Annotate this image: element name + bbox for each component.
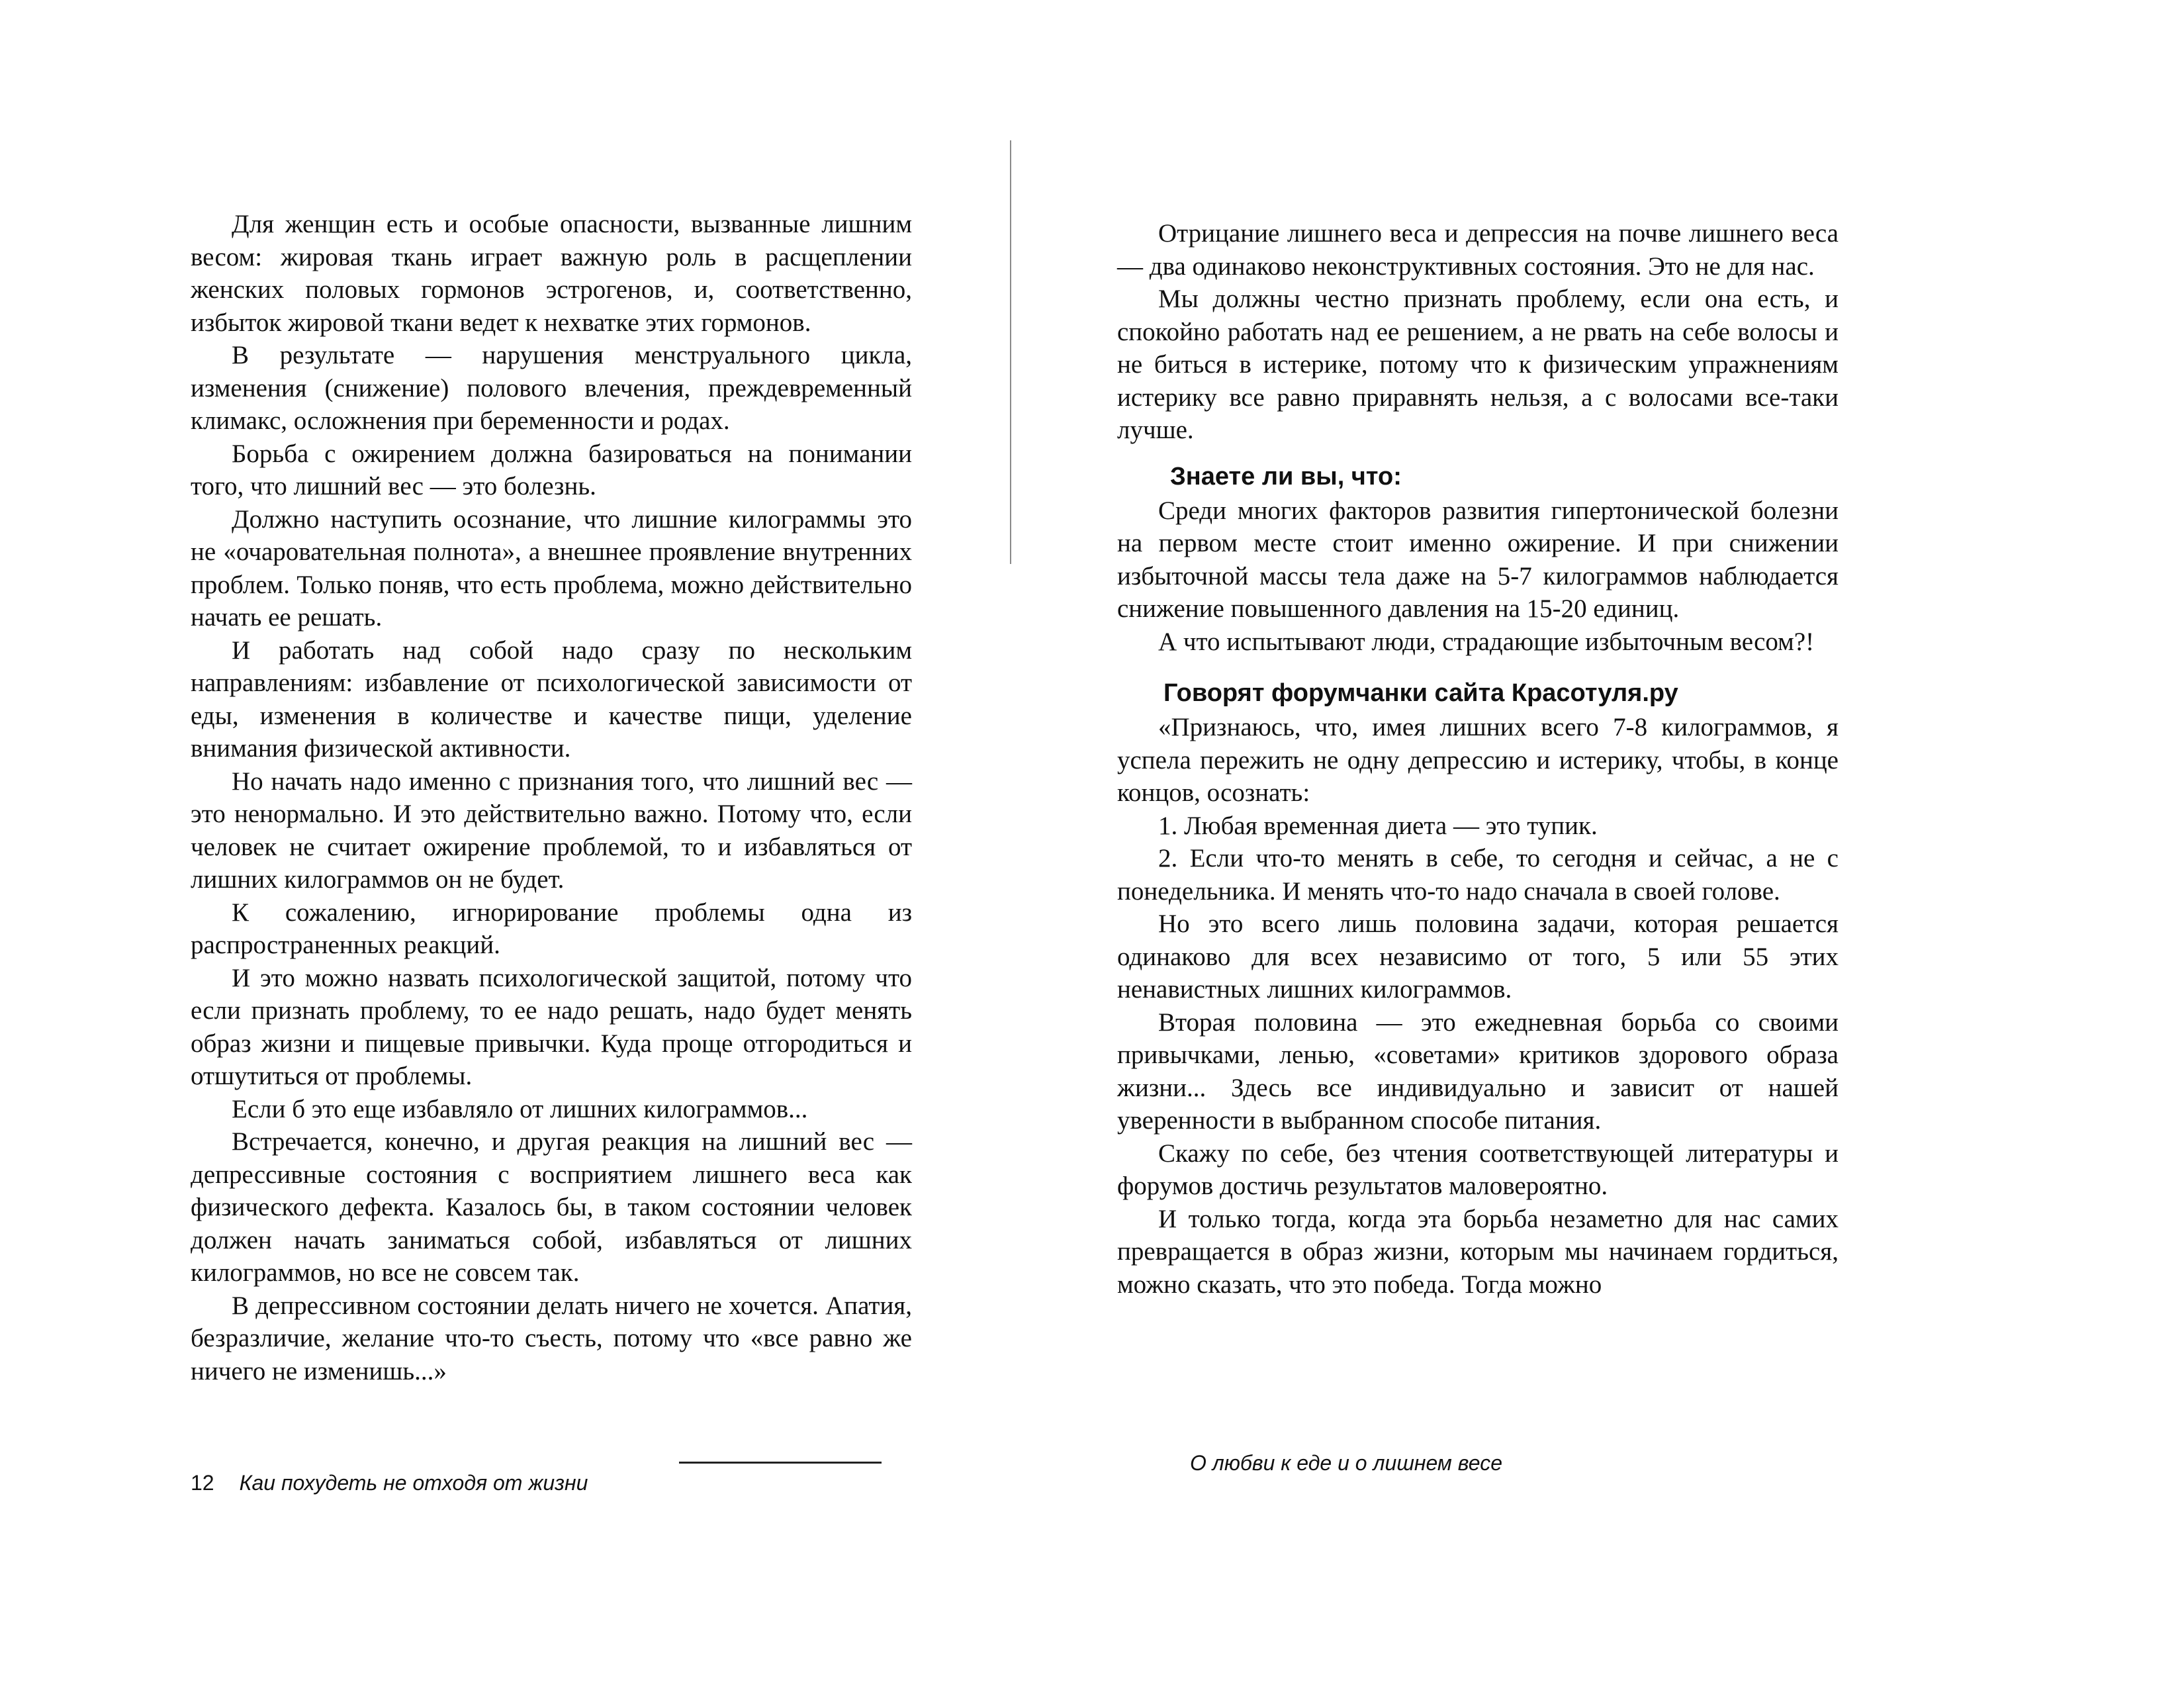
paragraph: И только тогда, когда эта борьба незаметно для нас самих превращается в образ жизни, которым мы начинаем гордиться, можно сказать, что это победа. Тогда можно	[1117, 1204, 1839, 1299]
left-page-body	[191, 208, 912, 1387]
paragraph: И работать над собой надо сразу по нескольким направлениям: избавление от психологической зависимости от еды, изменения в количестве и качестве пищи, уделение внимания физической активности.	[191, 635, 912, 763]
paragraph: В результате — нарушения менструального цикла, изменения (снижение) полового влечения, преждевременный климакс, осложнения при беременности и родах.	[191, 341, 912, 435]
forum-heading: Говорят форумчанки сайта Красотуля.ру	[1163, 679, 1678, 707]
paragraph: Среди многих факторов развития гипертонической болезни на первом месте стоит именно ожирение. И при снижении избыточной массы тела даже на 5-7 килограммов наблюдается снижение повышенного давления на 15-20 единиц.	[1117, 496, 1839, 623]
left-page-footer	[191, 1470, 588, 1496]
paragraph: Борьба с ожирением должна базироваться на понимании того, что лишний вес — это болезнь.	[191, 439, 912, 500]
paragraph: Если б это еще избавляло от лишних килограммов...	[232, 1094, 808, 1123]
right-page-footer	[1190, 1450, 1502, 1476]
running-title: Каи похудеть не отходя от жизни	[239, 1471, 588, 1495]
paragraph: «Признаюсь, что, имея лишних всего 7-8 килограммов, я успела пережить не одну депрессию и истерику, чтобы, в конце концов, осознать:	[1117, 713, 1839, 807]
paragraph: А что испытывают люди, страдающие избыточным весом?!	[1158, 627, 1815, 656]
paragraph: Скажу по себе, без чтения соответствующей литературы и форумов достичь результатов маловероятно.	[1117, 1139, 1839, 1200]
paragraph: Но начать надо именно с признания того, что лишний вес — это ненормально. И это действительно важно. Потому что, если человек не считает ожирение проблемой, то и избавляться от лишних килограммов он не будет.	[191, 767, 912, 894]
paragraph: И это можно назвать психологической защитой, потому что если признать проблему, то ее надо решать, надо будет менять образ жизни и пищевые привычки. Куда проще отгородиться и отшутиться от проблемы.	[191, 963, 912, 1090]
gutter-divider	[1010, 140, 1011, 564]
list-item: 2. Если что-то менять в себе, то сегодня и сейчас, а не с понедельника. И менять что-то надо сначала в своей голове.	[1117, 844, 1839, 906]
bottom-rule	[679, 1462, 882, 1464]
right-page-body	[1117, 217, 1839, 1301]
paragraph: К сожалению, игнорирование проблемы одна из распространенных реакций.	[191, 898, 912, 959]
paragraph: Мы должны честно признать проблему, если она есть, и спокойно работать над ее решением, а не рвать на себе волосы и не биться в истерике, потому что к физическим упражнениям истерику все равно приравнять нельзя, а с волосами все-таки лучше.	[1117, 285, 1839, 444]
page-number: 12	[191, 1471, 214, 1495]
paragraph: В депрессивном состоянии делать ничего не хочется. Апатия, безразличие, желание что-то съесть, потому что «все равно же ничего не изменишь...»	[191, 1291, 912, 1385]
paragraph: Отрицание лишнего веса и депрессия на почве лишнего веса — два одинаково неконструктивных состояния. Это не для нас.	[1117, 219, 1839, 281]
paragraph: Встречается, конечно, и другая реакция на лишний вес — депрессивные состояния с восприятием лишнего веса как физического дефекта. Казалось бы, в таком состоянии человек должен начать заниматься собой, избавляться от лишних килограммов, но все не совсем так.	[191, 1127, 912, 1287]
paragraph: Должно наступить осознание, что лишние килограммы это не «очаровательная полнота», а внешнее проявление внутренних проблем. Только поняв, что есть проблема, можно действительно начать ее решать.	[191, 504, 912, 632]
list-item: 1. Любая временная диета — это тупик.	[1158, 811, 1598, 840]
paragraph: Но это всего лишь половина задачи, которая решается одинаково для всех независимо от того, 5 или 55 этих ненавистных лишних килограммов.	[1117, 910, 1839, 1004]
paragraph: Вторая половина — это ежедневная борьба со своими привычками, ленью, «советами» критиков здорового образа жизни... Здесь все индивидуально и зависит от нашей уверенности в выбранном способе питания.	[1117, 1008, 1839, 1135]
did-you-know-heading: Знаете ли вы, что:	[1170, 462, 1402, 491]
running-title: О любви к еде и о лишнем весе	[1190, 1451, 1502, 1475]
paragraph: Для женщин есть и особые опасности, вызванные лишним весом: жировая ткань играет важную роль в расщеплении женских половых гормонов эстрогенов, и, соответственно, избыток жировой ткани ведет к нехватке этих гормонов.	[191, 210, 912, 337]
